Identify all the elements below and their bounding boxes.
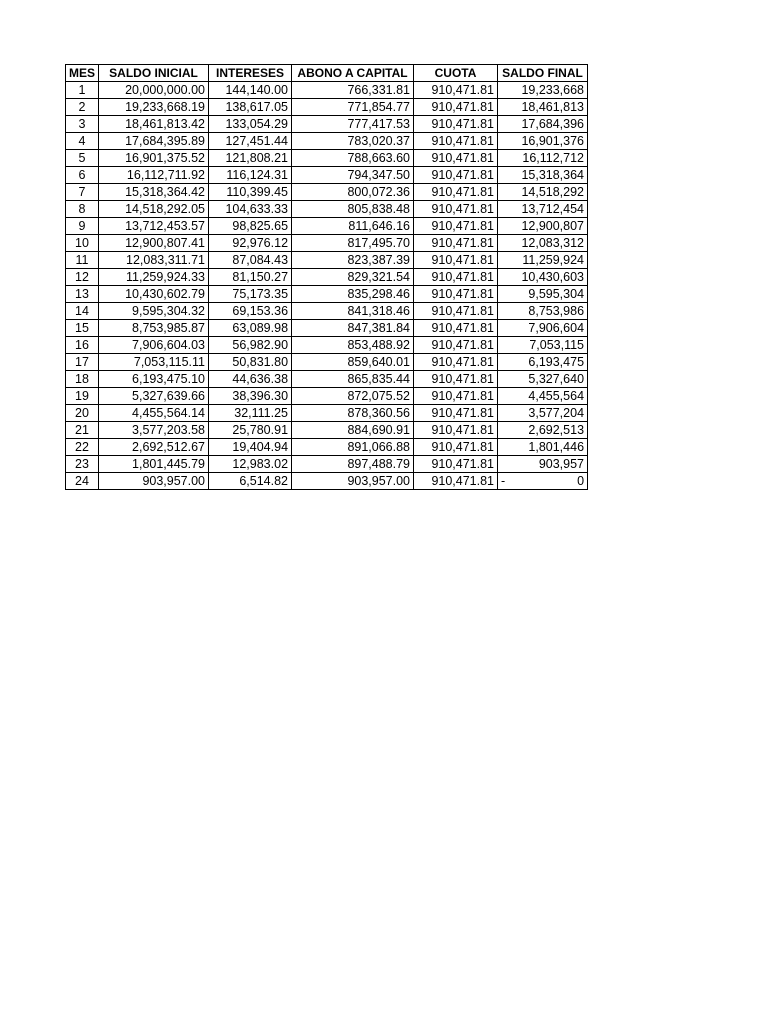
cell-cuota[interactable]: 910,471.81 — [414, 150, 498, 167]
cell-saldo-inicial[interactable]: 12,083,311.71 — [99, 252, 209, 269]
cell-mes[interactable]: 10 — [66, 235, 99, 252]
saldo-final-value: 16,901,376 — [521, 134, 585, 148]
cell-mes[interactable]: 12 — [66, 269, 99, 286]
cell-cuota[interactable]: 910,471.81 — [414, 388, 498, 405]
cell-intereses[interactable]: 121,808.21 — [209, 150, 292, 167]
cell-cuota[interactable]: 910,471.81 — [414, 82, 498, 99]
cell-intereses[interactable]: 133,054.29 — [209, 116, 292, 133]
cell-abono-a-capital[interactable]: 829,321.54 — [292, 269, 414, 286]
cell-saldo-final[interactable] — [498, 320, 588, 337]
cell-intereses[interactable]: 92,976.12 — [209, 235, 292, 252]
cell-intereses[interactable]: 87,084.43 — [209, 252, 292, 269]
cell-cuota[interactable]: 910,471.81 — [414, 116, 498, 133]
cell-saldo-inicial[interactable]: 14,518,292.05 — [99, 201, 209, 218]
saldo-final-value: 11,259,924 — [522, 253, 585, 267]
cell-abono-a-capital[interactable]: 903,957.00 — [292, 473, 414, 490]
cell-saldo-final[interactable] — [498, 201, 588, 218]
cell-saldo-inicial[interactable]: 18,461,813.42 — [99, 116, 209, 133]
cell-saldo-final[interactable] — [498, 286, 588, 303]
cell-abono-a-capital[interactable]: 766,331.81 — [292, 82, 414, 99]
table-row — [66, 320, 588, 337]
cell-mes[interactable]: 4 — [66, 133, 99, 150]
cell-mes[interactable]: 24 — [66, 473, 99, 490]
saldo-final-value: 3,577,204 — [528, 406, 585, 420]
cell-mes[interactable]: 5 — [66, 150, 99, 167]
header-abono-a-capital[interactable]: ABONO A CAPITAL — [292, 65, 414, 82]
saldo-final-value: 12,083,312 — [521, 236, 585, 250]
cell-saldo-final[interactable] — [498, 184, 588, 201]
saldo-final-value: 12,900,807 — [521, 219, 585, 233]
saldo-final-value: 17,684,396 — [521, 117, 585, 131]
cell-intereses[interactable]: 110,399.45 — [209, 184, 292, 201]
cell-intereses[interactable]: 138,617.05 — [209, 99, 292, 116]
cell-saldo-final[interactable] — [498, 456, 588, 473]
cell-saldo-final[interactable] — [498, 388, 588, 405]
cell-saldo-final[interactable] — [498, 167, 588, 184]
cell-intereses[interactable]: 32,111.25 — [209, 405, 292, 422]
cell-saldo-final[interactable] — [498, 354, 588, 371]
table-row — [66, 422, 588, 439]
cell-saldo-final[interactable] — [498, 218, 588, 235]
cell-saldo-inicial[interactable]: 13,712,453.57 — [99, 218, 209, 235]
cell-saldo-inicial[interactable]: 4,455,564.14 — [99, 405, 209, 422]
cell-saldo-inicial[interactable]: 7,906,604.03 — [99, 337, 209, 354]
cell-abono-a-capital[interactable]: 841,318.46 — [292, 303, 414, 320]
cell-mes[interactable]: 18 — [66, 371, 99, 388]
cell-saldo-final[interactable] — [498, 116, 588, 133]
cell-saldo-inicial[interactable]: 2,692,512.67 — [99, 439, 209, 456]
table-row — [66, 303, 588, 320]
cell-abono-a-capital[interactable]: 872,075.52 — [292, 388, 414, 405]
cell-abono-a-capital[interactable]: 884,690.91 — [292, 422, 414, 439]
table-row — [66, 99, 588, 116]
table-row — [66, 133, 588, 150]
table-row — [66, 473, 588, 490]
cell-cuota[interactable]: 910,471.81 — [414, 354, 498, 371]
cell-intereses[interactable]: 98,825.65 — [209, 218, 292, 235]
cell-saldo-inicial[interactable]: 9,595,304.32 — [99, 303, 209, 320]
table-row — [66, 354, 588, 371]
cell-abono-a-capital[interactable]: 771,854.77 — [292, 99, 414, 116]
saldo-final-value: 6,193,475 — [528, 355, 585, 369]
cell-saldo-inicial[interactable]: 16,112,711.92 — [99, 167, 209, 184]
cell-mes[interactable]: 11 — [66, 252, 99, 269]
table-row — [66, 269, 588, 286]
cell-cuota[interactable]: 910,471.81 — [414, 269, 498, 286]
spreadsheet-area — [65, 64, 588, 490]
cell-saldo-inicial[interactable]: 12,900,807.41 — [99, 235, 209, 252]
saldo-final-value: 2,692,513 — [528, 423, 585, 437]
cell-mes[interactable]: 20 — [66, 405, 99, 422]
cell-cuota[interactable]: 910,471.81 — [414, 320, 498, 337]
saldo-final-value: 903,957 — [538, 457, 585, 471]
cell-abono-a-capital[interactable]: 800,072.36 — [292, 184, 414, 201]
cell-abono-a-capital[interactable]: 878,360.56 — [292, 405, 414, 422]
saldo-final-value: 19,233,668 — [521, 83, 585, 97]
cell-cuota[interactable]: 910,471.81 — [414, 371, 498, 388]
cell-saldo-final[interactable] — [498, 473, 588, 490]
header-saldo-final[interactable]: SALDO FINAL — [498, 65, 588, 82]
sign-marker: - — [501, 474, 506, 488]
cell-saldo-inicial[interactable]: 3,577,203.58 — [99, 422, 209, 439]
cell-abono-a-capital[interactable]: 853,488.92 — [292, 337, 414, 354]
cell-saldo-final[interactable] — [498, 337, 588, 354]
saldo-final-value: 1,801,446 — [528, 440, 585, 454]
table-row — [66, 184, 588, 201]
cell-saldo-inicial[interactable]: 10,430,602.79 — [99, 286, 209, 303]
cell-mes[interactable]: 3 — [66, 116, 99, 133]
cell-abono-a-capital[interactable]: 897,488.79 — [292, 456, 414, 473]
cell-intereses[interactable]: 127,451.44 — [209, 133, 292, 150]
cell-mes[interactable]: 7 — [66, 184, 99, 201]
saldo-final-value: 18,461,813 — [521, 100, 585, 114]
cell-cuota[interactable]: 910,471.81 — [414, 473, 498, 490]
cell-intereses[interactable]: 25,780.91 — [209, 422, 292, 439]
cell-mes[interactable]: 22 — [66, 439, 99, 456]
cell-saldo-inicial[interactable]: 7,053,115.11 — [99, 354, 209, 371]
cell-mes[interactable]: 23 — [66, 456, 99, 473]
cell-abono-a-capital[interactable]: 891,066.88 — [292, 439, 414, 456]
table-row — [66, 388, 588, 405]
saldo-final-value: 5,327,640 — [528, 372, 585, 386]
cell-saldo-final[interactable] — [498, 235, 588, 252]
saldo-final-value: 4,455,564 — [528, 389, 585, 403]
cell-saldo-inicial[interactable]: 17,684,395.89 — [99, 133, 209, 150]
cell-cuota[interactable]: 910,471.81 — [414, 99, 498, 116]
cell-abono-a-capital[interactable]: 859,640.01 — [292, 354, 414, 371]
amortization-table — [65, 64, 588, 490]
cell-mes[interactable]: 15 — [66, 320, 99, 337]
cell-saldo-inicial[interactable]: 903,957.00 — [99, 473, 209, 490]
table-row — [66, 82, 588, 99]
table-row — [66, 439, 588, 456]
cell-abono-a-capital[interactable]: 865,835.44 — [292, 371, 414, 388]
cell-mes[interactable]: 21 — [66, 422, 99, 439]
cell-mes[interactable]: 9 — [66, 218, 99, 235]
cell-intereses[interactable]: 104,633.33 — [209, 201, 292, 218]
cell-saldo-final[interactable] — [498, 303, 588, 320]
cell-saldo-final[interactable] — [498, 405, 588, 422]
cell-cuota[interactable]: 910,471.81 — [414, 422, 498, 439]
cell-intereses[interactable]: 19,404.94 — [209, 439, 292, 456]
cell-abono-a-capital[interactable]: 817,495.70 — [292, 235, 414, 252]
cell-intereses[interactable]: 81,150.27 — [209, 269, 292, 286]
saldo-final-value: 16,112,712 — [522, 151, 585, 165]
cell-cuota[interactable]: 910,471.81 — [414, 167, 498, 184]
cell-intereses[interactable]: 116,124.31 — [209, 167, 292, 184]
header-saldo-inicial[interactable]: SALDO INICIAL — [99, 65, 209, 82]
saldo-final-value: 8,753,986 — [528, 304, 585, 318]
cell-mes[interactable]: 19 — [66, 388, 99, 405]
cell-saldo-final[interactable] — [498, 82, 588, 99]
cell-abono-a-capital[interactable]: 823,387.39 — [292, 252, 414, 269]
cell-intereses[interactable]: 69,153.36 — [209, 303, 292, 320]
table-row — [66, 150, 588, 167]
cell-saldo-inicial[interactable]: 16,901,375.52 — [99, 150, 209, 167]
table-body — [66, 82, 588, 490]
table-row — [66, 337, 588, 354]
cell-cuota[interactable]: 910,471.81 — [414, 456, 498, 473]
saldo-final-value: 15,318,364 — [521, 168, 585, 182]
cell-abono-a-capital[interactable]: 811,646.16 — [292, 218, 414, 235]
saldo-final-value: 13,712,454 — [521, 202, 585, 216]
cell-abono-a-capital[interactable]: 788,663.60 — [292, 150, 414, 167]
cell-saldo-final[interactable] — [498, 269, 588, 286]
cell-cuota[interactable]: 910,471.81 — [414, 133, 498, 150]
cell-cuota[interactable]: 910,471.81 — [414, 201, 498, 218]
cell-saldo-final[interactable] — [498, 252, 588, 269]
cell-saldo-inicial[interactable]: 15,318,364.42 — [99, 184, 209, 201]
header-row — [66, 65, 588, 82]
cell-mes[interactable]: 16 — [66, 337, 99, 354]
table-row — [66, 218, 588, 235]
cell-saldo-final[interactable] — [498, 422, 588, 439]
cell-intereses[interactable]: 56,982.90 — [209, 337, 292, 354]
cell-cuota[interactable]: 910,471.81 — [414, 235, 498, 252]
cell-mes[interactable]: 6 — [66, 167, 99, 184]
cell-saldo-final[interactable] — [498, 133, 588, 150]
cell-cuota[interactable]: 910,471.81 — [414, 252, 498, 269]
cell-saldo-inicial[interactable]: 1,801,445.79 — [99, 456, 209, 473]
cell-intereses[interactable]: 144,140.00 — [209, 82, 292, 99]
cell-mes[interactable]: 1 — [66, 82, 99, 99]
saldo-final-value: 9,595,304 — [528, 287, 585, 301]
header-cuota[interactable]: CUOTA — [414, 65, 498, 82]
cell-saldo-inicial[interactable]: 20,000,000.00 — [99, 82, 209, 99]
table-row — [66, 286, 588, 303]
cell-intereses[interactable]: 50,831.80 — [209, 354, 292, 371]
saldo-final-value: 7,053,115 — [529, 338, 585, 352]
cell-cuota[interactable]: 910,471.81 — [414, 184, 498, 201]
cell-cuota[interactable]: 910,471.81 — [414, 286, 498, 303]
cell-intereses[interactable]: 38,396.30 — [209, 388, 292, 405]
table-row — [66, 456, 588, 473]
cell-mes[interactable]: 17 — [66, 354, 99, 371]
cell-mes[interactable]: 2 — [66, 99, 99, 116]
cell-saldo-inicial[interactable]: 19,233,668.19 — [99, 99, 209, 116]
table-row — [66, 405, 588, 422]
cell-intereses[interactable]: 12,983.02 — [209, 456, 292, 473]
saldo-final-value: 0 — [577, 474, 585, 488]
cell-mes[interactable]: 8 — [66, 201, 99, 218]
cell-saldo-inicial[interactable]: 6,193,475.10 — [99, 371, 209, 388]
cell-saldo-inicial[interactable]: 11,259,924.33 — [99, 269, 209, 286]
table-row — [66, 201, 588, 218]
cell-abono-a-capital[interactable]: 835,298.46 — [292, 286, 414, 303]
header-intereses[interactable]: INTERESES — [209, 65, 292, 82]
cell-mes[interactable]: 13 — [66, 286, 99, 303]
cell-abono-a-capital[interactable]: 777,417.53 — [292, 116, 414, 133]
cell-cuota[interactable]: 910,471.81 — [414, 405, 498, 422]
cell-intereses[interactable]: 6,514.82 — [209, 473, 292, 490]
table-row — [66, 371, 588, 388]
cell-saldo-final[interactable] — [498, 439, 588, 456]
cell-abono-a-capital[interactable]: 794,347.50 — [292, 167, 414, 184]
saldo-final-value: 7,906,604 — [528, 321, 585, 335]
saldo-final-value: 10,430,603 — [521, 270, 585, 284]
cell-abono-a-capital[interactable]: 783,020.37 — [292, 133, 414, 150]
cell-cuota[interactable]: 910,471.81 — [414, 439, 498, 456]
cell-saldo-inicial[interactable]: 5,327,639.66 — [99, 388, 209, 405]
cell-cuota[interactable]: 910,471.81 — [414, 337, 498, 354]
cell-intereses[interactable]: 75,173.35 — [209, 286, 292, 303]
table-row — [66, 116, 588, 133]
table-row — [66, 252, 588, 269]
cell-cuota[interactable]: 910,471.81 — [414, 218, 498, 235]
cell-saldo-final[interactable] — [498, 150, 588, 167]
cell-saldo-final[interactable] — [498, 99, 588, 116]
saldo-final-value: 14,518,292 — [521, 185, 585, 199]
cell-saldo-inicial[interactable]: 8,753,985.87 — [99, 320, 209, 337]
cell-intereses[interactable]: 44,636.38 — [209, 371, 292, 388]
cell-mes[interactable]: 14 — [66, 303, 99, 320]
header-mes[interactable]: MES — [66, 65, 99, 82]
table-row — [66, 167, 588, 184]
cell-abono-a-capital[interactable]: 847,381.84 — [292, 320, 414, 337]
cell-cuota[interactable]: 910,471.81 — [414, 303, 498, 320]
cell-intereses[interactable]: 63,089.98 — [209, 320, 292, 337]
table-row — [66, 235, 588, 252]
cell-abono-a-capital[interactable]: 805,838.48 — [292, 201, 414, 218]
cell-saldo-final[interactable] — [498, 371, 588, 388]
